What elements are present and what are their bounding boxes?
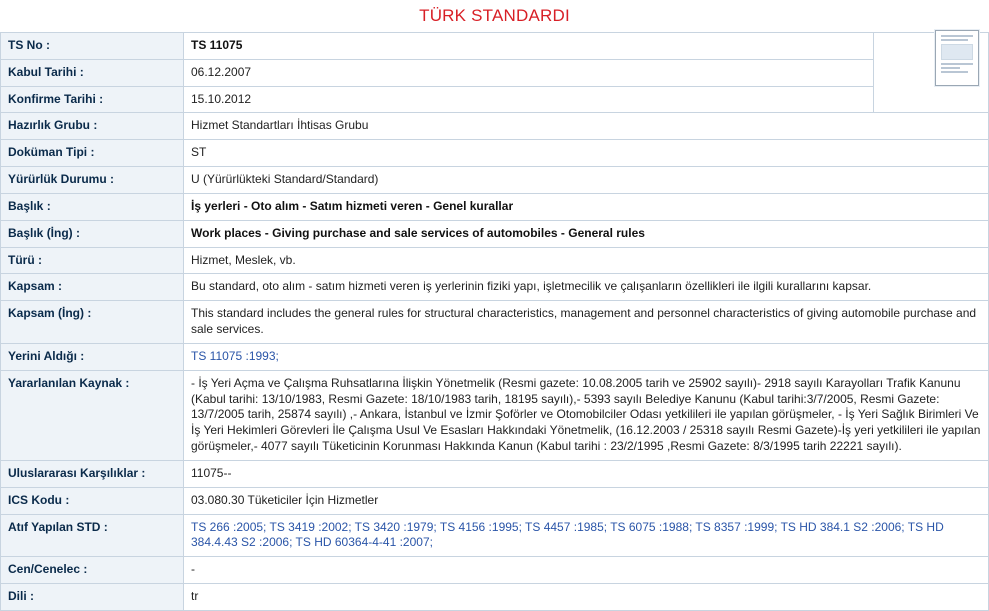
row-label-yerini-aldigi: Yerini Aldığı : <box>1 343 184 370</box>
table-row <box>1 140 989 167</box>
table-row <box>1 33 989 60</box>
table-row <box>1 59 989 86</box>
row-value-baslik: İş yerleri - Oto alım - Satım hizmeti veren - Genel kurallar <box>184 193 989 220</box>
standard-info-table <box>0 32 989 611</box>
row-value-konfirme-tarihi: 15.10.2012 <box>184 86 874 113</box>
row-label-ts-no: TS No : <box>1 33 184 60</box>
row-label-kapsam: Kapsam : <box>1 274 184 301</box>
row-label-konfirme-tarihi: Konfirme Tarihi : <box>1 86 184 113</box>
table-row <box>1 557 989 584</box>
row-label-dokuman-tipi: Doküman Tipi : <box>1 140 184 167</box>
table-row <box>1 584 989 611</box>
table-row <box>1 193 989 220</box>
row-label-turu: Türü : <box>1 247 184 274</box>
row-label-dili: Dili : <box>1 584 184 611</box>
row-value-kapsam-ing: This standard includes the general rules for structural characteristics, management and personnel characteristics of giving automobile purchase and sale services. <box>184 301 989 344</box>
row-value-yururluk-durumu: U (Yürürlükteki Standard/Standard) <box>184 167 989 194</box>
row-value-dili: tr <box>184 584 989 611</box>
row-label-kabul-tarihi: Kabul Tarihi : <box>1 59 184 86</box>
document-thumbnail[interactable] <box>935 30 983 86</box>
thumbnail-line <box>941 39 968 41</box>
row-label-yururluk-durumu: Yürürlük Durumu : <box>1 167 184 194</box>
table-row <box>1 343 989 370</box>
page-title: TÜRK STANDARDI <box>419 6 570 25</box>
row-label-uluslararasi-karsiliklar: Uluslararası Karşılıklar : <box>1 460 184 487</box>
row-label-hazirlik-grubu: Hazırlık Grubu : <box>1 113 184 140</box>
row-value-ts-no: TS 11075 <box>184 33 874 60</box>
thumbnail-block <box>941 44 973 60</box>
table-row <box>1 370 989 460</box>
row-value-kabul-tarihi: 06.12.2007 <box>184 59 874 86</box>
table-row <box>1 487 989 514</box>
row-value-baslik-ing: Work places - Giving purchase and sale services of automobiles - General rules <box>184 220 989 247</box>
row-value-kapsam: Bu standard, oto alım - satım hizmeti veren iş yerlerinin fiziki yapı, işletmecilik ve çalışanların özellikleri ile ilgili kurallarını kapsar. <box>184 274 989 301</box>
table-row <box>1 220 989 247</box>
thumbnail-line <box>941 35 973 37</box>
thumbnail-line <box>941 67 960 69</box>
table-row <box>1 167 989 194</box>
thumbnail-line <box>941 63 973 65</box>
row-label-ics-kodu: ICS Kodu : <box>1 487 184 514</box>
row-label-atif-yapilan-std: Atıf Yapılan STD : <box>1 514 184 557</box>
row-value-dokuman-tipi: ST <box>184 140 989 167</box>
table-body <box>1 33 989 611</box>
row-label-baslik-ing: Başlık (İng) : <box>1 220 184 247</box>
table-row <box>1 247 989 274</box>
row-value-cen-cenelec: - <box>184 557 989 584</box>
table-row <box>1 301 989 344</box>
table-row <box>1 274 989 301</box>
row-value-ics-kodu: 03.080.30 Tüketiciler İçin Hizmetler <box>184 487 989 514</box>
row-value-hazirlik-grubu: Hizmet Standartları İhtisas Grubu <box>184 113 989 140</box>
row-label-yararlanilan-kaynak: Yararlanılan Kaynak : <box>1 370 184 460</box>
row-value-yerini-aldigi[interactable]: TS 11075 :1993; <box>184 343 989 370</box>
row-value-uluslararasi-karsiliklar: 11075-- <box>184 460 989 487</box>
row-label-baslik: Başlık : <box>1 193 184 220</box>
table-row <box>1 460 989 487</box>
row-value-yararlanilan-kaynak: - İş Yeri Açma ve Çalışma Ruhsatlarına İlişkin Yönetmelik (Resmi gazete: 10.08.2005 tarih ve 25902 sayılı)- 2918 sayılı Karayolları Trafik Kanunu (Kabul tarihi: 13/10/1983, Resmi Gazete: 18/10/1983 tarih, 18195 sayılı),- 5393 sayılı Belediye Kanunu (Kabul tarihi:3/7/2005, Resmi Gazete: 13/7/2005 tarih, 25874 sayılı) ,- Ankara, İstanbul ve İzmir Şoförler ve Otomobilciler Odası yetkilileri ile yapılan görüşmeler, - İş Yeri Sağlık Birimleri Ve İş Yeri Hekimleri Görevleri İle Çalışma Usul Ve Esasları Hakkındaki Yönetmelik, (16.12.2003 / 25318 sayılı Resmi Gazete)-İş yeri yetkilileri ile yapılan görüşmeler,- 4077 sayılı Tüketicinin Korunması Hakkında Kanun (Kabul tarihi : 23/2/1995 ,Resmi Gazete: 8/3/1995 tarih 22221 sayılı). <box>184 370 989 460</box>
row-label-cen-cenelec: Cen/Cenelec : <box>1 557 184 584</box>
row-value-atif-yapilan-std[interactable]: TS 266 :2005; TS 3419 :2002; TS 3420 :1979; TS 4156 :1995; TS 4457 :1985; TS 6075 :1988; TS 8357 :1999; TS HD 384.1 S2 :2006; TS HD 384.4.43 S2 :2006; TS HD 60364-4-41 :2007; <box>184 514 989 557</box>
table-row <box>1 514 989 557</box>
table-row <box>1 86 989 113</box>
table-row <box>1 113 989 140</box>
thumbnail-line <box>941 71 968 73</box>
row-label-kapsam-ing: Kapsam (İng) : <box>1 301 184 344</box>
row-value-turu: Hizmet, Meslek, vb. <box>184 247 989 274</box>
thumbnail-preview[interactable] <box>935 30 979 86</box>
